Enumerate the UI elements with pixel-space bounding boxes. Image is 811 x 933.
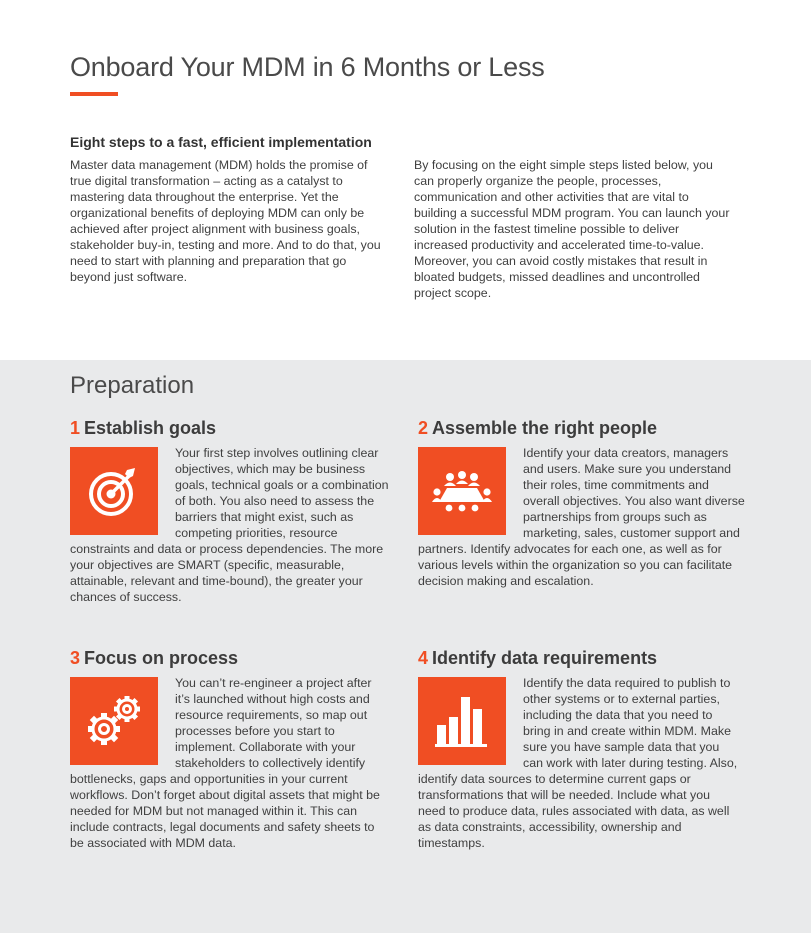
intro-paragraph-left: Master data management (MDM) holds the promise of true digital transformation – acting as a catalyst to mastering data throughout the enterprise. Yet the organizational benefits of deploying MDM can only be achieved after project alignment with business goals, stakeholder buy-in, testing and more. And to do that, you need to start with planning and preparation that go beyond just software. [70,158,381,284]
step-heading [418,417,748,439]
step-assemble-people [418,417,748,589]
target-icon [70,447,158,535]
step-number: 2 [418,418,429,438]
page-title: Onboard Your MDM in 6 Months or Less [70,52,545,82]
step-text: Identify your data creators, managers and users. Make sure you understand their roles, time commitments and overall objectives. You also want diverse partnerships from groups such as marketing, sales, customer support and partners. Identify advocates for each one, as well as for various levels within the organization so you can facilitate decision making and escalation. [418,446,745,588]
meeting-table-icon [418,447,506,535]
step-heading [418,647,738,669]
page-subtitle: Eight steps to a fast, efficient implementation [70,134,372,150]
step-title: Assemble the right people [432,418,658,438]
step-title: Identify data requirements [432,648,658,668]
step-number: 4 [418,648,429,668]
step-number: 3 [70,648,81,668]
step-number: 1 [70,418,81,438]
step-heading [70,647,380,669]
bar-chart-icon [418,677,506,765]
step-title: Establish goals [84,418,217,438]
title-underline [70,92,118,96]
step-focus-process [70,647,380,851]
step-heading [70,417,395,439]
gears-icon [70,677,158,765]
step-identify-data [418,647,738,851]
step-text: Identify the data required to publish to other systems or to external parties, including the data that you need to bring in and create within MDM. Make sure you have sample data that you can work with later during testing. Also, identify data sources to determine current gaps or transformations that will be needed. Include what you need to produce data, rules associated with data, as well as data constraints, accessibility, ownership and timestamps. [418,676,738,850]
step-title: Focus on process [84,648,239,668]
step-text: Your first step involves outlining clear objectives, which may be business goals, technical goals or a combination of both. You also need to assess the barriers that might exist, such as competing priorities, resource constraints and data or process dependencies. The more your objectives are SMART (specific, measurable, attainable, relevant and time-bound), the greater your chances of success. [70,446,389,604]
step-text: You can’t re-engineer a project after it’s launched without high costs and resource requirements, so map out processes before you start to implement. Collaborate with your stakeholders to collectively identify bottlenecks, gaps and opportunities in your current workflows. Don’t forget about digital assets that might be needed for MDM but not managed within it. This can include contracts, legal documents and safety sheets to be associated with MDM data. [70,676,380,850]
intro-paragraph-right: By focusing on the eight simple steps listed below, you can properly organize the people, processes, communication and other activities that are vital to building a successful MDM program. You can launch your solution in the fastest timeline possible to deliver increased productivity and accelerated time-to-value. Moreover, you can avoid costly mistakes that result in bloated budgets, missed deadlines and uncontrolled project scope. [414,158,730,300]
step-establish-goals [70,417,395,605]
section-title: Preparation [70,372,195,399]
